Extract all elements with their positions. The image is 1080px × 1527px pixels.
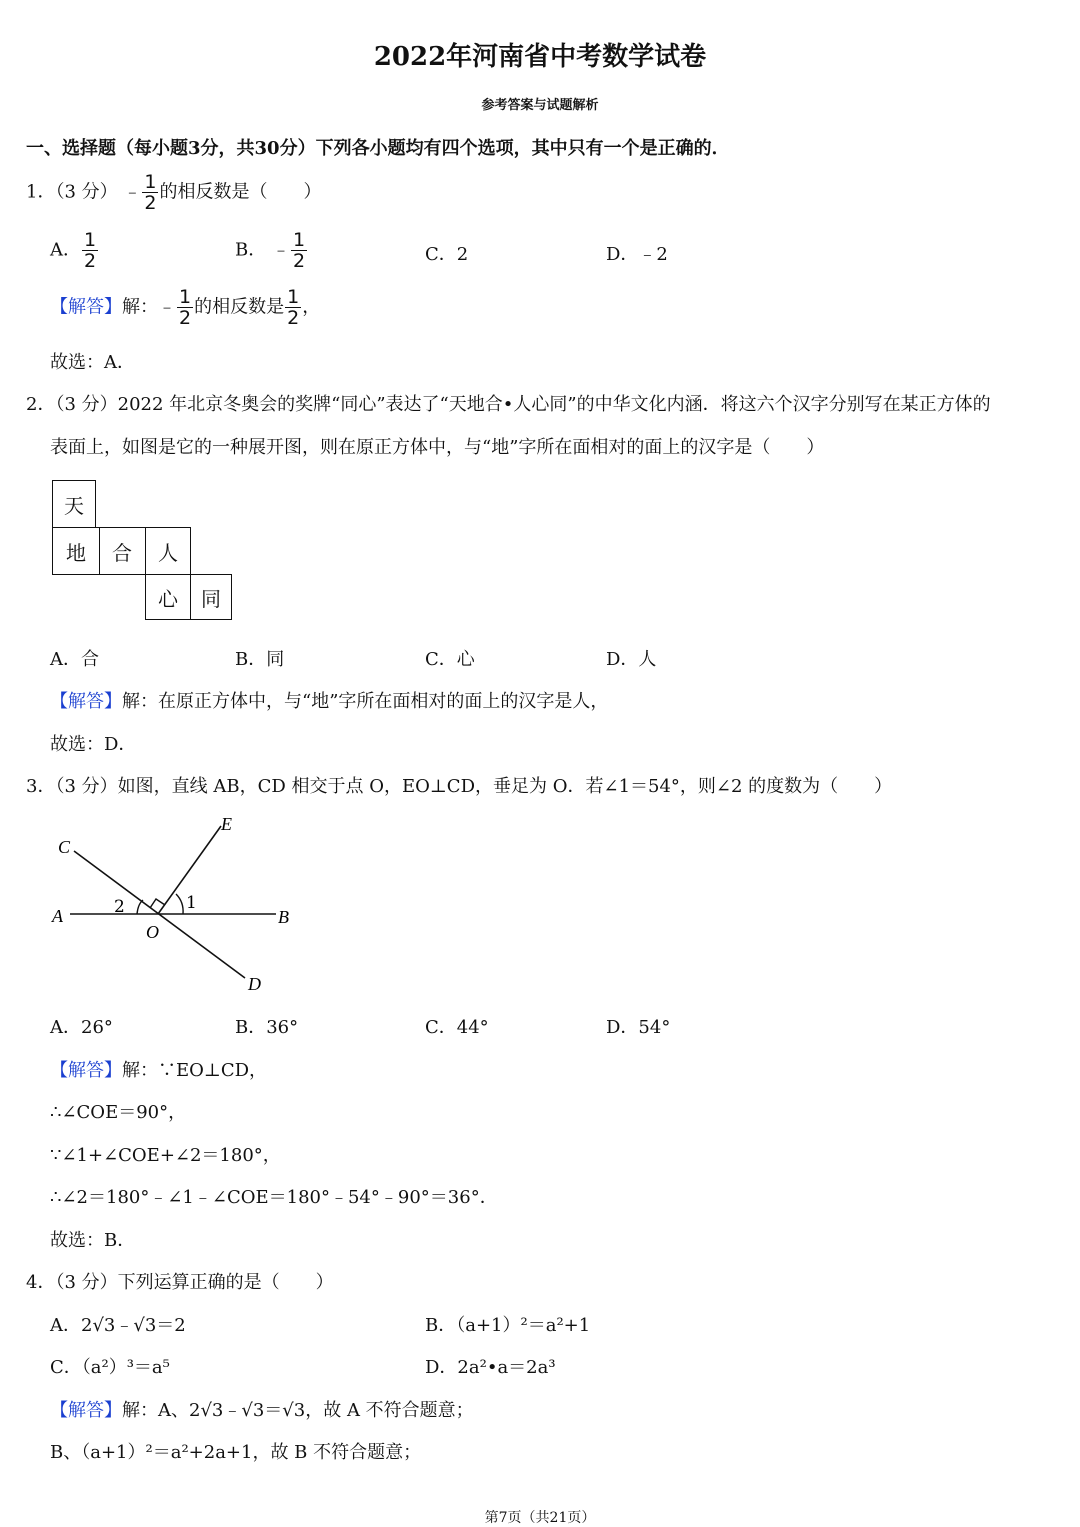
q2-option-d: D．人: [606, 649, 657, 670]
q1-answer: 【解答】解：﹣ $\frac{1}{2}$ 的相反数是 $\frac{1}{2}$ ，: [50, 286, 321, 329]
q3-choice: 故选：B．: [50, 1230, 136, 1251]
q1-fraction: $\frac{1}{2}$: [144, 171, 157, 214]
q4-stem: 4．（3 分）下列运算正确的是（ ）: [26, 1272, 334, 1293]
q3-option-b: B．36°: [235, 1017, 299, 1038]
answer-tag: 【解答】: [50, 1060, 122, 1081]
q4-option-b: B．（a+1）²＝a²+1: [425, 1315, 591, 1336]
net-cell-he: 合: [99, 527, 146, 575]
answer-tag: 【解答】: [50, 1400, 122, 1421]
q2-option-b: B．同: [235, 649, 285, 670]
q1-number: 1．（3 分）: [26, 181, 118, 203]
q1-stem: [26, 172, 321, 213]
q4-answer-b: B、（a+1）²＝a²+2a+1，故 B 不符合题意；: [50, 1442, 422, 1463]
q1-minus: ﹣: [123, 181, 142, 203]
net-cell-tong: 同: [190, 574, 232, 620]
q2-stem-line2: 表面上，如图是它的一种展开图，则在原正方体中，与“地”字所在面相对的面上的汉字是（ ）: [50, 437, 825, 458]
q2-stem-line1: 2．（3 分）2022 年北京冬奥会的奖牌“同心”表达了“天地合•人心同”的中华文化内涵．将这六个汉字分别写在某正方体的: [26, 394, 991, 415]
label-a: A: [52, 906, 63, 926]
q3-option-d: D．54°: [606, 1017, 671, 1038]
answer-tag: 【解答】: [50, 691, 122, 712]
q1-stem-tail: 的相反数是（ ）: [159, 181, 322, 203]
label-b: B: [278, 907, 289, 927]
label-e: E: [221, 814, 232, 834]
q3-option-a: A．26°: [50, 1017, 113, 1038]
q1-option-c: C．2: [425, 244, 469, 265]
label-o: O: [146, 922, 159, 942]
intersecting-lines-figure: [40, 808, 310, 998]
q3-answer-step1: 【解答】解：∵EO⊥CD，: [50, 1060, 268, 1081]
q2-answer: 【解答】解：在原正方体中，与“地”字所在面相对的面上的汉字是人，: [50, 691, 609, 712]
q3-option-c: C．44°: [425, 1017, 489, 1038]
q1-option-a: A． $\frac{1}{2}$: [50, 229, 97, 272]
q2-option-a: A．合: [50, 649, 99, 670]
net-cell-ren: 人: [145, 527, 191, 575]
page-title: 2022年河南省中考数学试卷: [373, 42, 707, 72]
section-heading: 一、选择题（每小题3分，共30分）下列各小题均有四个选项，其中只有一个是正确的．: [26, 138, 730, 159]
q4-option-d: D．2a²•a＝2a³: [425, 1357, 556, 1378]
net-cell-di: 地: [52, 527, 100, 575]
q3-answer-step4: ∴∠2＝180°﹣∠1﹣∠COE＝180°﹣54°﹣90°＝36°．: [50, 1187, 498, 1208]
label-c: C: [58, 837, 71, 857]
q2-choice: 故选：D．: [50, 734, 137, 755]
q3-stem: 3．（3 分）如图，直线 AB，CD 相交于点 O，EO⊥CD，垂足为 O．若∠1＝54°，则∠2 的度数为（ ）: [26, 776, 893, 797]
angle-1-arc: [176, 894, 183, 914]
q1-option-d: D．﹣2: [606, 244, 668, 265]
q3-answer-step2: ∴∠COE＝90°，: [50, 1102, 187, 1123]
page-subtitle: 参考答案与试题解析: [481, 98, 599, 113]
net-cell-tian: 天: [52, 480, 96, 528]
answer-tag: 【解答】: [50, 296, 122, 318]
q4-option-a: A．2√3﹣√3＝2: [50, 1315, 186, 1336]
q1-choice: 故选：A．: [50, 352, 135, 373]
q4-option-c: C．（a²）³＝a⁵: [50, 1357, 170, 1378]
label-d: D: [248, 974, 261, 994]
q4-answer-a: 【解答】解：A、2√3﹣√3＝√3，故 A 不符合题意；: [50, 1400, 474, 1421]
q2-option-c: C．心: [425, 649, 475, 670]
label-angle-1: 1: [186, 893, 197, 913]
q3-answer-step3: ∵∠1+∠COE+∠2＝180°，: [50, 1145, 281, 1166]
q1-option-b: B． ﹣ $\frac{1}{2}$: [235, 229, 306, 272]
label-angle-2: 2: [114, 897, 125, 917]
net-cell-xin: 心: [145, 574, 191, 620]
page-footer: 第7页（共21页）: [484, 1510, 596, 1526]
